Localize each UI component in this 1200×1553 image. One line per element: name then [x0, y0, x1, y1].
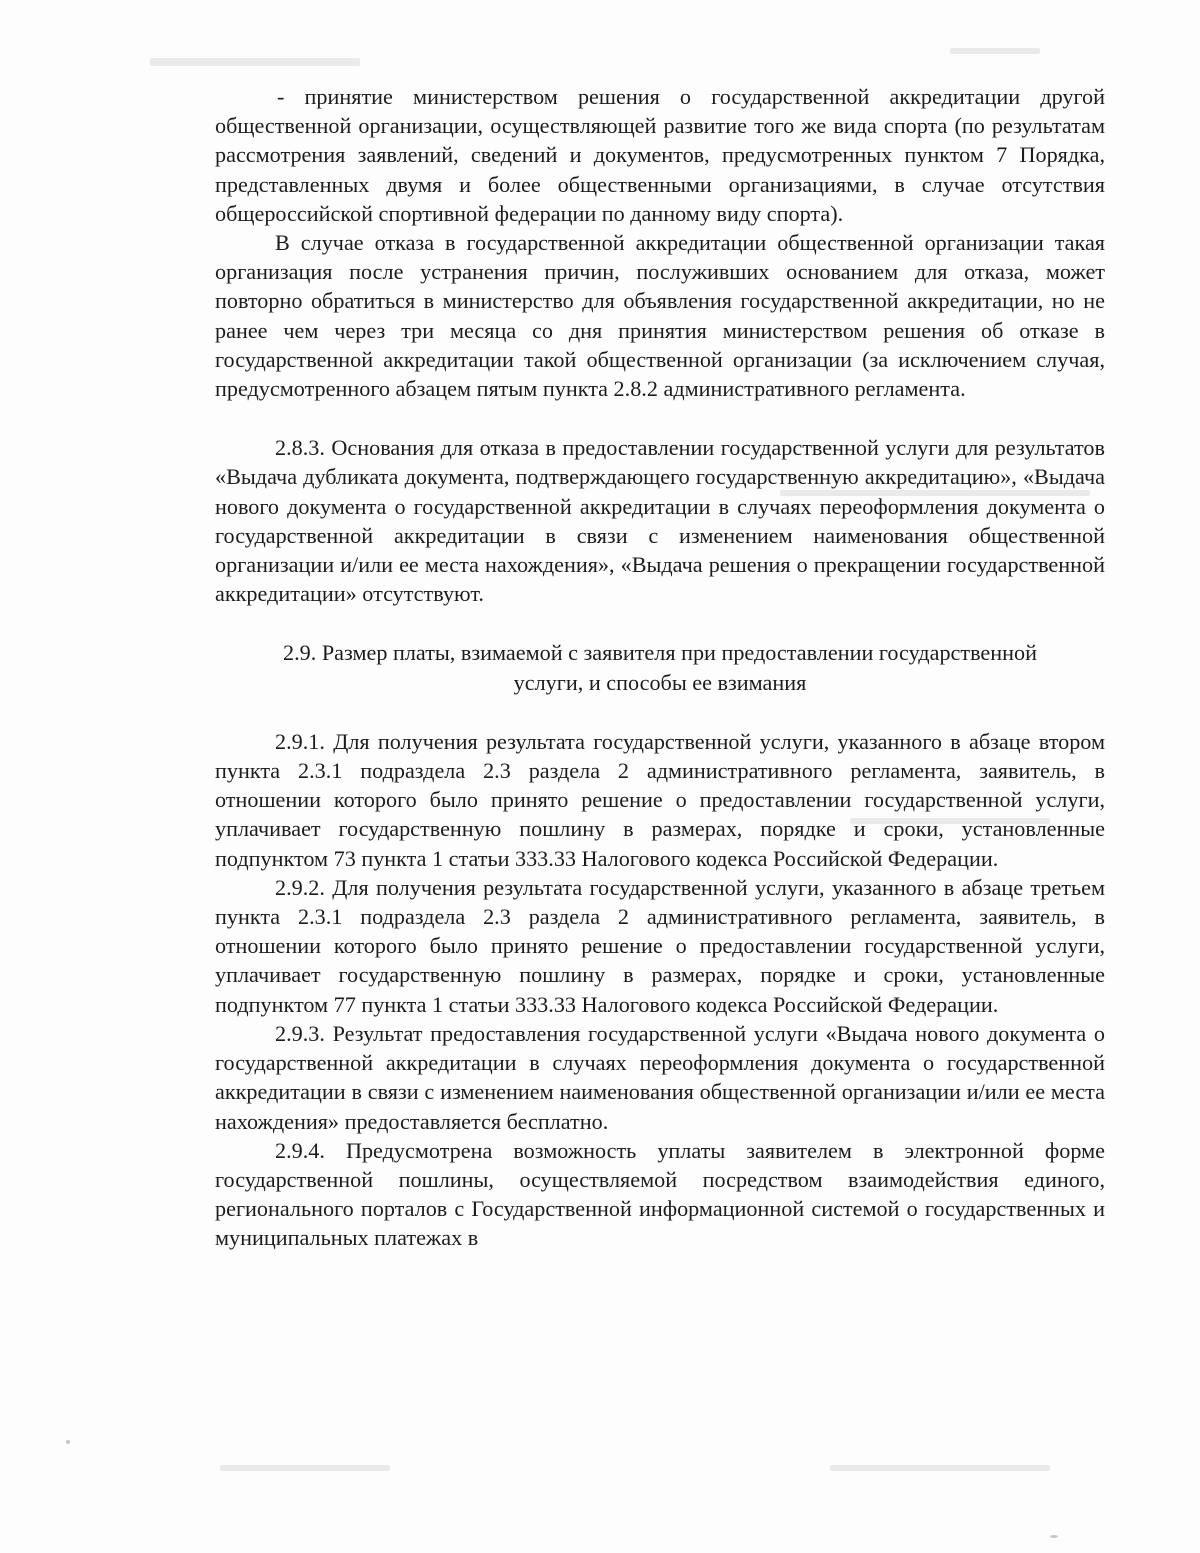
scan-artifact: [950, 48, 1040, 54]
paragraph: 2.9.4. Предусмотрена возможность уплаты заявителем в электронной форме государственной пошлины, осуществляемой посредством взаимодействия единого, регионального порталов с Государственной информационной системой о государственных и муниципальных платежах в: [215, 1137, 1105, 1251]
paragraph: В случае отказа в государственной аккредитации общественной организации такая организация после устранения причин, послуживших основанием для отказа, может повторно обратиться в министерство для объявления государственной аккредитации, но не ранее чем через три месяца со дня принятия министерством решения об отказе в государственной аккредитации такой общественной организации (за исключением случая, предусмотренного абзацем пятым пункта 2.8.2 административного регламента.: [215, 230, 1105, 402]
paragraph: 2.9.3. Результат предоставления государственной услуги «Выдача нового документа о государственной аккредитации в случаях переоформления документа о государственной аккредитации в связи с изменением наименования общественной организации и/или ее места нахождения» предоставляется бесплатно.: [215, 1020, 1105, 1134]
section-heading-line2: услуги, и способы ее взимания: [513, 669, 807, 695]
scan-artifact: [1050, 1535, 1058, 1538]
document-body: [215, 82, 1105, 1253]
scan-artifact: [150, 58, 360, 66]
paragraph: 2.8.3. Основания для отказа в предоставлении государственной услуги для результатов «Выдача дубликата документа, подтверждающего государственную аккредитацию», «Выдача нового документа о государственной аккредитации в случаях переоформления документа о государственной аккредитации в связи с изменением наименования общественной организации и/или ее места нахождения», «Выдача решения о прекращении государственной аккредитации» отсутствуют.: [215, 435, 1105, 607]
scan-artifact: [66, 1440, 70, 1444]
scan-artifact: [220, 1465, 390, 1471]
scan-artifact: [830, 1465, 1050, 1471]
paragraph: 2.9.1. Для получения результата государственной услуги, указанного в абзаце втором пункта 2.3.1 подраздела 2.3 раздела 2 административного регламента, заявитель, в отношении которого было принято решение о предоставлении государственной услуги, уплачивает государственную пошлину в размерах, порядке и сроки, установленные подпунктом 73 пункта 1 статьи 333.33 Налогового кодекса Российской Федерации.: [215, 728, 1105, 871]
section-heading-line1: 2.9. Размер платы, взимаемой с заявителя при предоставлении государственной: [282, 640, 1037, 666]
paragraph: - принятие министерством решения о государственной аккредитации другой общественной организации, осуществляющей развитие того же вида спорта (по результатам рассмотрения заявлений, сведений и документов, предусмотренных пунктом 7 Порядка, представленных двумя и более общественными организациями, в случае отсутствия общероссийской спортивной федерации по данному виду спорта).: [215, 84, 1105, 226]
paragraph: 2.9.2. Для получения результата государственной услуги, указанного в абзаце третьем пункта 2.3.1 подраздела 2.3 раздела 2 административного регламента, заявитель, в отношении которого было принято решение о предоставлении государственной услуги, уплачивает государственную пошлину в размерах, порядке и сроки, установленные подпунктом 77 пункта 1 статьи 333.33 Налогового кодекса Российской Федерации.: [215, 874, 1105, 1017]
